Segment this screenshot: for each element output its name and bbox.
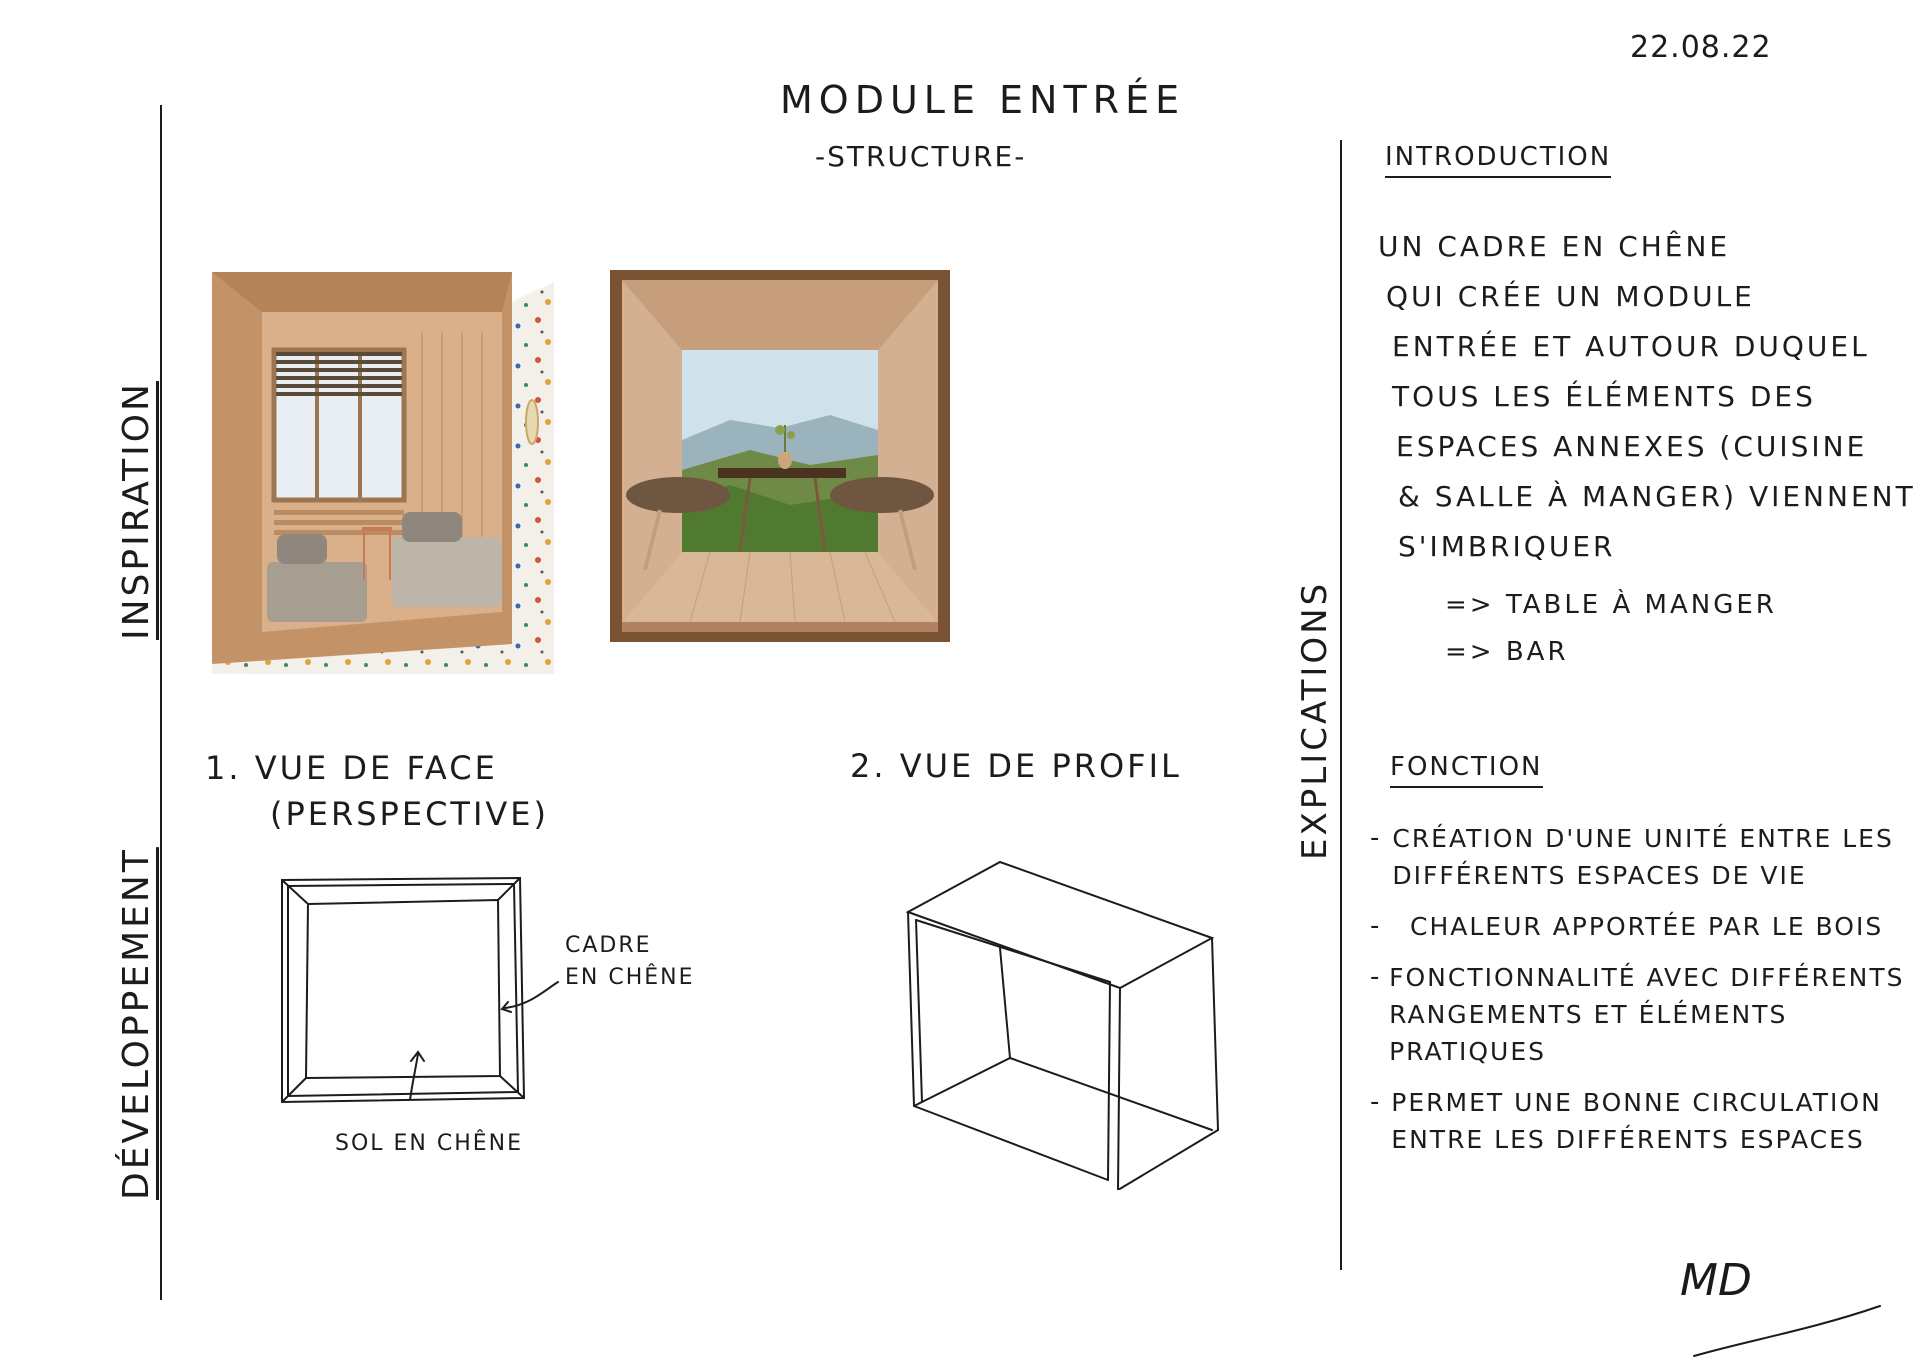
intro-line: UN CADRE EN CHÊNE bbox=[1378, 230, 1731, 263]
intro-line: S'IMBRIQUER bbox=[1398, 530, 1616, 563]
intro-line: ENTRÉE ET AUTOUR DUQUEL bbox=[1392, 330, 1870, 363]
inspiration-photo-living-nook bbox=[212, 272, 554, 674]
intro-list-item: => TABLE À MANGER bbox=[1445, 590, 1777, 620]
fonction-text: FONCTIONNALITÉ AVEC DIFFÉRENTS RANGEMENTS ET ÉLÉMENTS PRATIQUES bbox=[1389, 963, 1905, 1066]
intro-line: TOUS LES ÉLÉMENTS DES bbox=[1392, 380, 1816, 413]
fonction-item bbox=[1370, 1084, 1910, 1158]
introduction-text bbox=[1378, 222, 1916, 572]
view-front-title: 1. VUE DE FACE bbox=[205, 749, 498, 787]
fonction-heading: FONCTION bbox=[1390, 752, 1543, 788]
fonction-item bbox=[1370, 959, 1910, 1070]
fonction-dash: - bbox=[1370, 1087, 1383, 1117]
fonction-list bbox=[1370, 820, 1910, 1172]
view-profile-label: 2. VUE DE PROFIL bbox=[850, 747, 1182, 785]
annotation-cadre-line2: EN CHÊNE bbox=[565, 965, 695, 990]
annotation-sol: SOL EN CHÊNE bbox=[335, 1131, 524, 1156]
fonction-dash: - bbox=[1370, 962, 1383, 992]
profile-view-sketch bbox=[900, 850, 1240, 1190]
fonction-dash: - bbox=[1370, 823, 1383, 853]
inspiration-photo-window-bench bbox=[610, 270, 950, 642]
section-label-developpement: DÉVELOPPEMENT bbox=[116, 847, 157, 1200]
view-front-label bbox=[205, 745, 549, 837]
intro-line: QUI CRÉE UN MODULE bbox=[1386, 280, 1755, 313]
annotation-arrows bbox=[380, 960, 590, 1100]
fonction-text: PERMET UNE BONNE CIRCULATION ENTRE LES DIFFÉRENTS ESPACES bbox=[1391, 1088, 1882, 1154]
section-label-explications: EXPLICATIONS bbox=[1295, 580, 1335, 860]
intro-line: ESPACES ANNEXES (CUISINE bbox=[1396, 430, 1868, 463]
fonction-text: CRÉATION D'UNE UNITÉ ENTRE LES DIFFÉRENTS ESPACES DE VIE bbox=[1392, 824, 1894, 890]
annotation-cadre bbox=[565, 930, 695, 994]
date: 22.08.22 bbox=[1630, 30, 1772, 65]
fonction-item bbox=[1370, 908, 1910, 945]
fonction-text: CHALEUR APPORTÉE PAR LE BOIS bbox=[1410, 912, 1884, 941]
introduction-list bbox=[1445, 582, 1777, 676]
page-subtitle: -STRUCTURE- bbox=[815, 140, 1027, 173]
introduction-heading: INTRODUCTION bbox=[1385, 142, 1611, 178]
view-front-subtitle: (PERSPECTIVE) bbox=[270, 795, 549, 833]
right-divider bbox=[1340, 140, 1342, 1270]
annotation-cadre-line1: CADRE bbox=[565, 933, 652, 958]
signature-stroke bbox=[1690, 1300, 1890, 1360]
section-label-inspiration: INSPIRATION bbox=[116, 381, 157, 640]
intro-list-item: => BAR bbox=[1445, 637, 1569, 667]
page-title: MODULE ENTRÉE bbox=[780, 78, 1186, 122]
signature: MD bbox=[1680, 1255, 1752, 1306]
intro-line: & SALLE À MANGER) VIENNENT bbox=[1398, 480, 1916, 513]
left-divider bbox=[160, 105, 162, 1300]
fonction-item bbox=[1370, 820, 1910, 894]
fonction-dash: - bbox=[1370, 911, 1383, 941]
